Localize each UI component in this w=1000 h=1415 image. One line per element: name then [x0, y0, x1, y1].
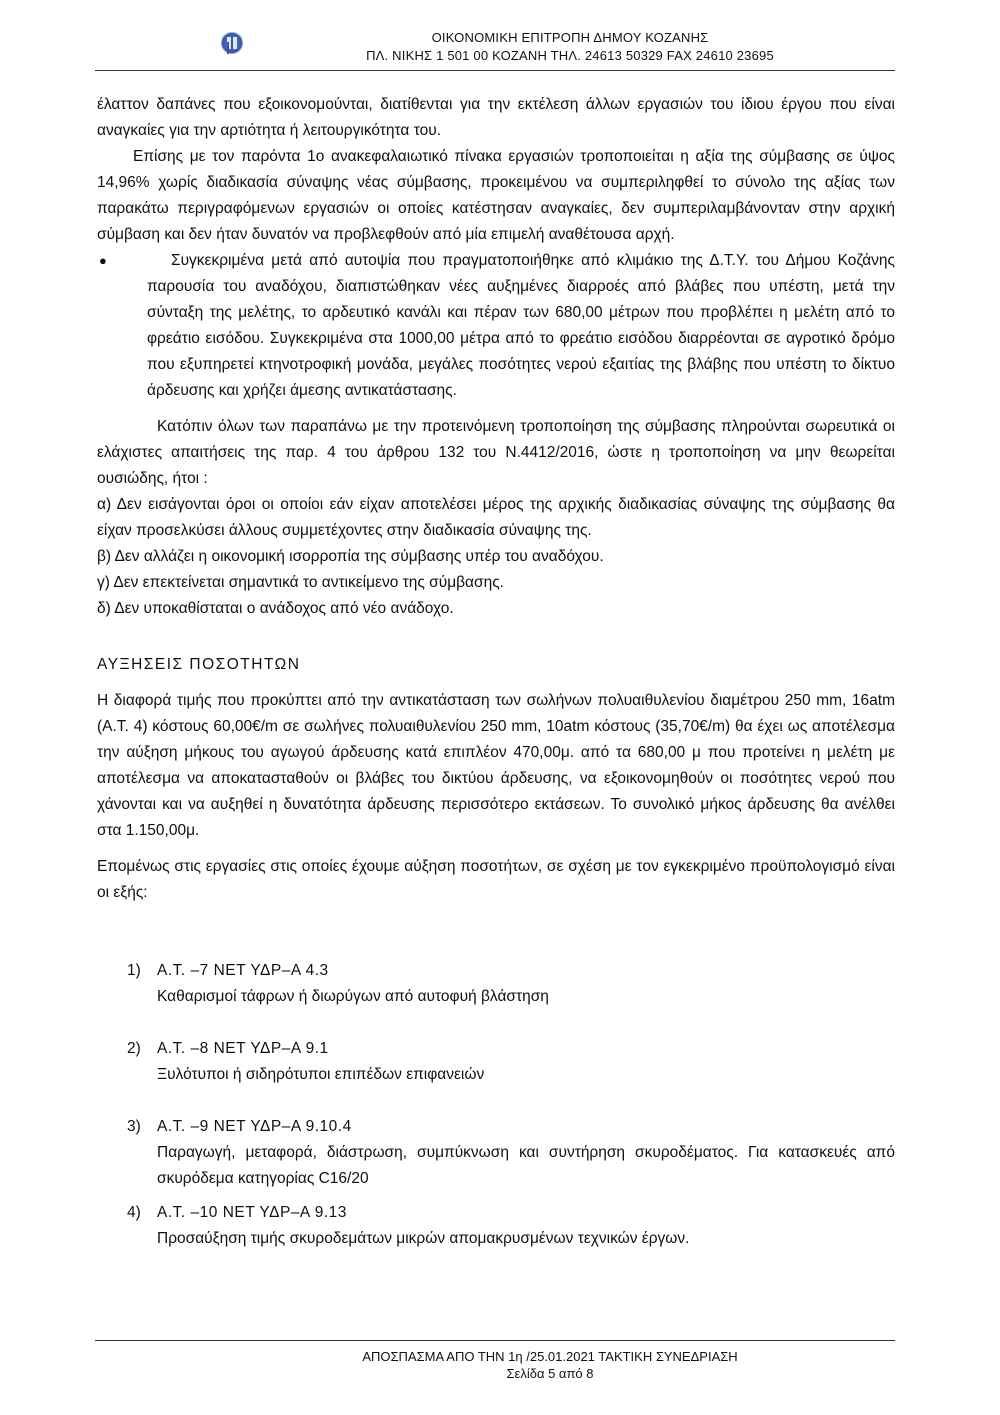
item-code: Α.Τ. –9 ΝΕΤ ΥΔΡ–Α 9.10.4 — [157, 1118, 352, 1135]
header-organization: ΟΙΚΟΝΟΜΙΚΗ ΕΠΙΤΡΟΠΗ ΔΗΜΟΥ ΚΟΖΑΝΗΣ — [431, 30, 709, 45]
list-item — [127, 1200, 895, 1252]
condition-b: β) Δεν αλλάζει η οικονομική ισορροπία της σύμβασης υπέρ του αναδόχου. — [97, 548, 604, 565]
item-code: Α.Τ. –7 ΝΕΤ ΥΔΡ–Α 4.3 — [157, 962, 329, 979]
list-item — [127, 958, 895, 1010]
item-number: 4) — [127, 1204, 141, 1221]
footer-meeting-reference: ΑΠΟΣΠΑΣΜΑ ΑΠΟ ΤΗΝ 1η /25.01.2021 ΤΑΚΤΙΚΗ ΣΥΝΕΔΡΙΑΣΗ — [362, 1349, 738, 1364]
page-header — [0, 0, 1000, 76]
list-item — [127, 1036, 895, 1088]
paragraph-requirements: Κατόπιν όλων των παραπάνω με την προτεινόμενη τροποποίηση της σύμβασης πληρούνται σωρευτικά οι ελάχιστες απαιτήσεις της παρ. 4 του άρθρου 132 του Ν.4412/2016, ώστε η τροποποίηση να μην θεωρείται ουσιώδης, ήτοι : — [97, 418, 895, 487]
condition-c: γ) Δεν επεκτείνεται σημαντικά το αντικείμενο της σύμβασης. — [97, 574, 504, 591]
bullet-text: Συγκεκριμένα μετά από αυτοψία που πραγματοποιήθηκε από κλιμάκιο της Δ.Τ.Υ. του Δήμου Κοζάνης παρουσία του αναδόχου, διαπιστώθηκαν νέες αυξημένες διαρροές από βλάβες που υπέστη, μετά την σύνταξη της μελέτης, το αρδευτικό κανάλι και πέραν των 680,00 μέτρων που προβλέπει η μελέτη από το φρεάτιο εισόδου. Συγκεκριμένα στα 1000,00 μέτρα από το φρεάτιο εισόδου διαρρέονται σε αγροτικό δρόμο που εξυπηρετεί κτηνοτροφική μονάδα, μεγάλες ποσότητες νερού εξαιτίας της βλάβης που υπέστη το δίκτυο άρδευσης και χρήζει άμεσης αντικατάστασης. — [147, 252, 895, 399]
greek-coat-of-arms-icon — [221, 32, 243, 54]
paragraph-items-intro: Επομένως στις εργασίες στις οποίες έχουμε αύξηση ποσοτήτων, σε σχέση με τον εγκεκριμένο προϋπολογισμό είναι οι εξής: — [97, 858, 895, 901]
footer-divider — [95, 1340, 895, 1341]
item-code: Α.Τ. –8 ΝΕΤ ΥΔΡ–Α 9.1 — [157, 1040, 329, 1057]
item-number: 1) — [127, 962, 141, 979]
item-description: Ξυλότυποι ή σιδηρότυποι επιπέδων επιφανειών — [157, 1066, 485, 1083]
bullet-icon: ● — [99, 253, 107, 268]
footer-page-number: Σελίδα 5 από 8 — [506, 1366, 594, 1381]
condition-a: α) Δεν εισάγονται όροι οι οποίοι εάν είχαν αποτελέσει μέρος της αρχικής διαδικασίας σύναψης της σύμβασης θα είχαν προσελκύσει άλλους συμμετέχοντες στην διαδικασία σύναψης της. — [97, 496, 895, 539]
item-number: 3) — [127, 1118, 141, 1135]
item-description: Προσαύξηση τιμής σκυροδεμάτων μικρών απομακρυσμένων τεχνικών έργων. — [157, 1230, 690, 1247]
item-description: Καθαρισμοί τάφρων ή διωρύγων από αυτοφυή βλάστηση — [157, 988, 549, 1005]
item-number: 2) — [127, 1040, 141, 1057]
document-body — [97, 92, 895, 1252]
bullet-item — [99, 248, 895, 404]
paragraph-price-difference: Η διαφορά τιμής που προκύπτει από την αντικατάσταση των σωλήνων πολυαιθυλενίου διαμέτρου 250 mm, 16atm (Α.Τ. 4) κόστους 60,00€/m σε σωλήνες πολυαιθυλενίου 250 mm, 10atm κόστους (35,70€/m) θα έχει ως αποτέλεσμα την αύξηση μήκους του αγωγού άρδευσης κατά επιπλέον 470,00μ. από τα 680,00 μ που προτείνει η μελέτη με αποτέλεσμα να αποκατασταθούν οι βλάβες του δικτύου άρδευσης, να εξοικονομηθούν οι ποσότητες νερού που χάνονται και να αυξηθεί η δυνατότητα άρδευσης περισσότερο εκτάσεων. Το συνολικό μήκος άρδευσης θα ανέλθει στα 1.150,00μ. — [97, 692, 895, 839]
section-title: ΑΥΞΗΣΕΙΣ ΠΟΣΟΤΗΤΩΝ — [97, 656, 301, 673]
paragraph-continuation: έλαττον δαπάνες που εξοικονομούνται, διατίθενται για την εκτέλεση άλλων εργασιών του ίδιου έργου που είναι αναγκαίες για την αρτιότητα ή λειτουργικότητα του. — [97, 96, 895, 139]
header-divider — [95, 70, 895, 71]
paragraph-contract-modification: Επίσης με τον παρόντα 1ο ανακεφαλαιωτικό πίνακα εργασιών τροποποιείται η αξία της σύμβασης σε ύψος 14,96% χωρίς διαδικασία σύναψης νέας σύμβασης, προκειμένου να συμπεριληφθεί το σύνολο της αξίας των παρακάτω περιγραφόμενων εργασιών οι οποίες κατέστησαν αναγκαίες, δεν συμπεριλαμβάνονταν στην αρχική σύμβαση και δεν ήταν δυνατόν να προβλεφθούν από μία επιμελή αναθέτουσα αρχή. — [97, 148, 895, 243]
condition-d: δ) Δεν υποκαθίσταται ο ανάδοχος από νέο ανάδοχο. — [97, 600, 454, 617]
list-item — [127, 1114, 895, 1192]
header-address: ΠΛ. ΝΙΚΗΣ 1 501 00 ΚΟΖΑΝΗ ΤΗΛ. 24613 50329 FAX 24610 23695 — [366, 48, 774, 63]
item-code: Α.Τ. –10 ΝΕΤ ΥΔΡ–Α 9.13 — [157, 1204, 347, 1221]
item-description: Παραγωγή, μεταφορά, διάστρωση, συμπύκνωση και συντήρηση σκυροδέματος. Για κατασκευές από σκυρόδεμα κατηγορίας C16/20 — [157, 1144, 895, 1187]
